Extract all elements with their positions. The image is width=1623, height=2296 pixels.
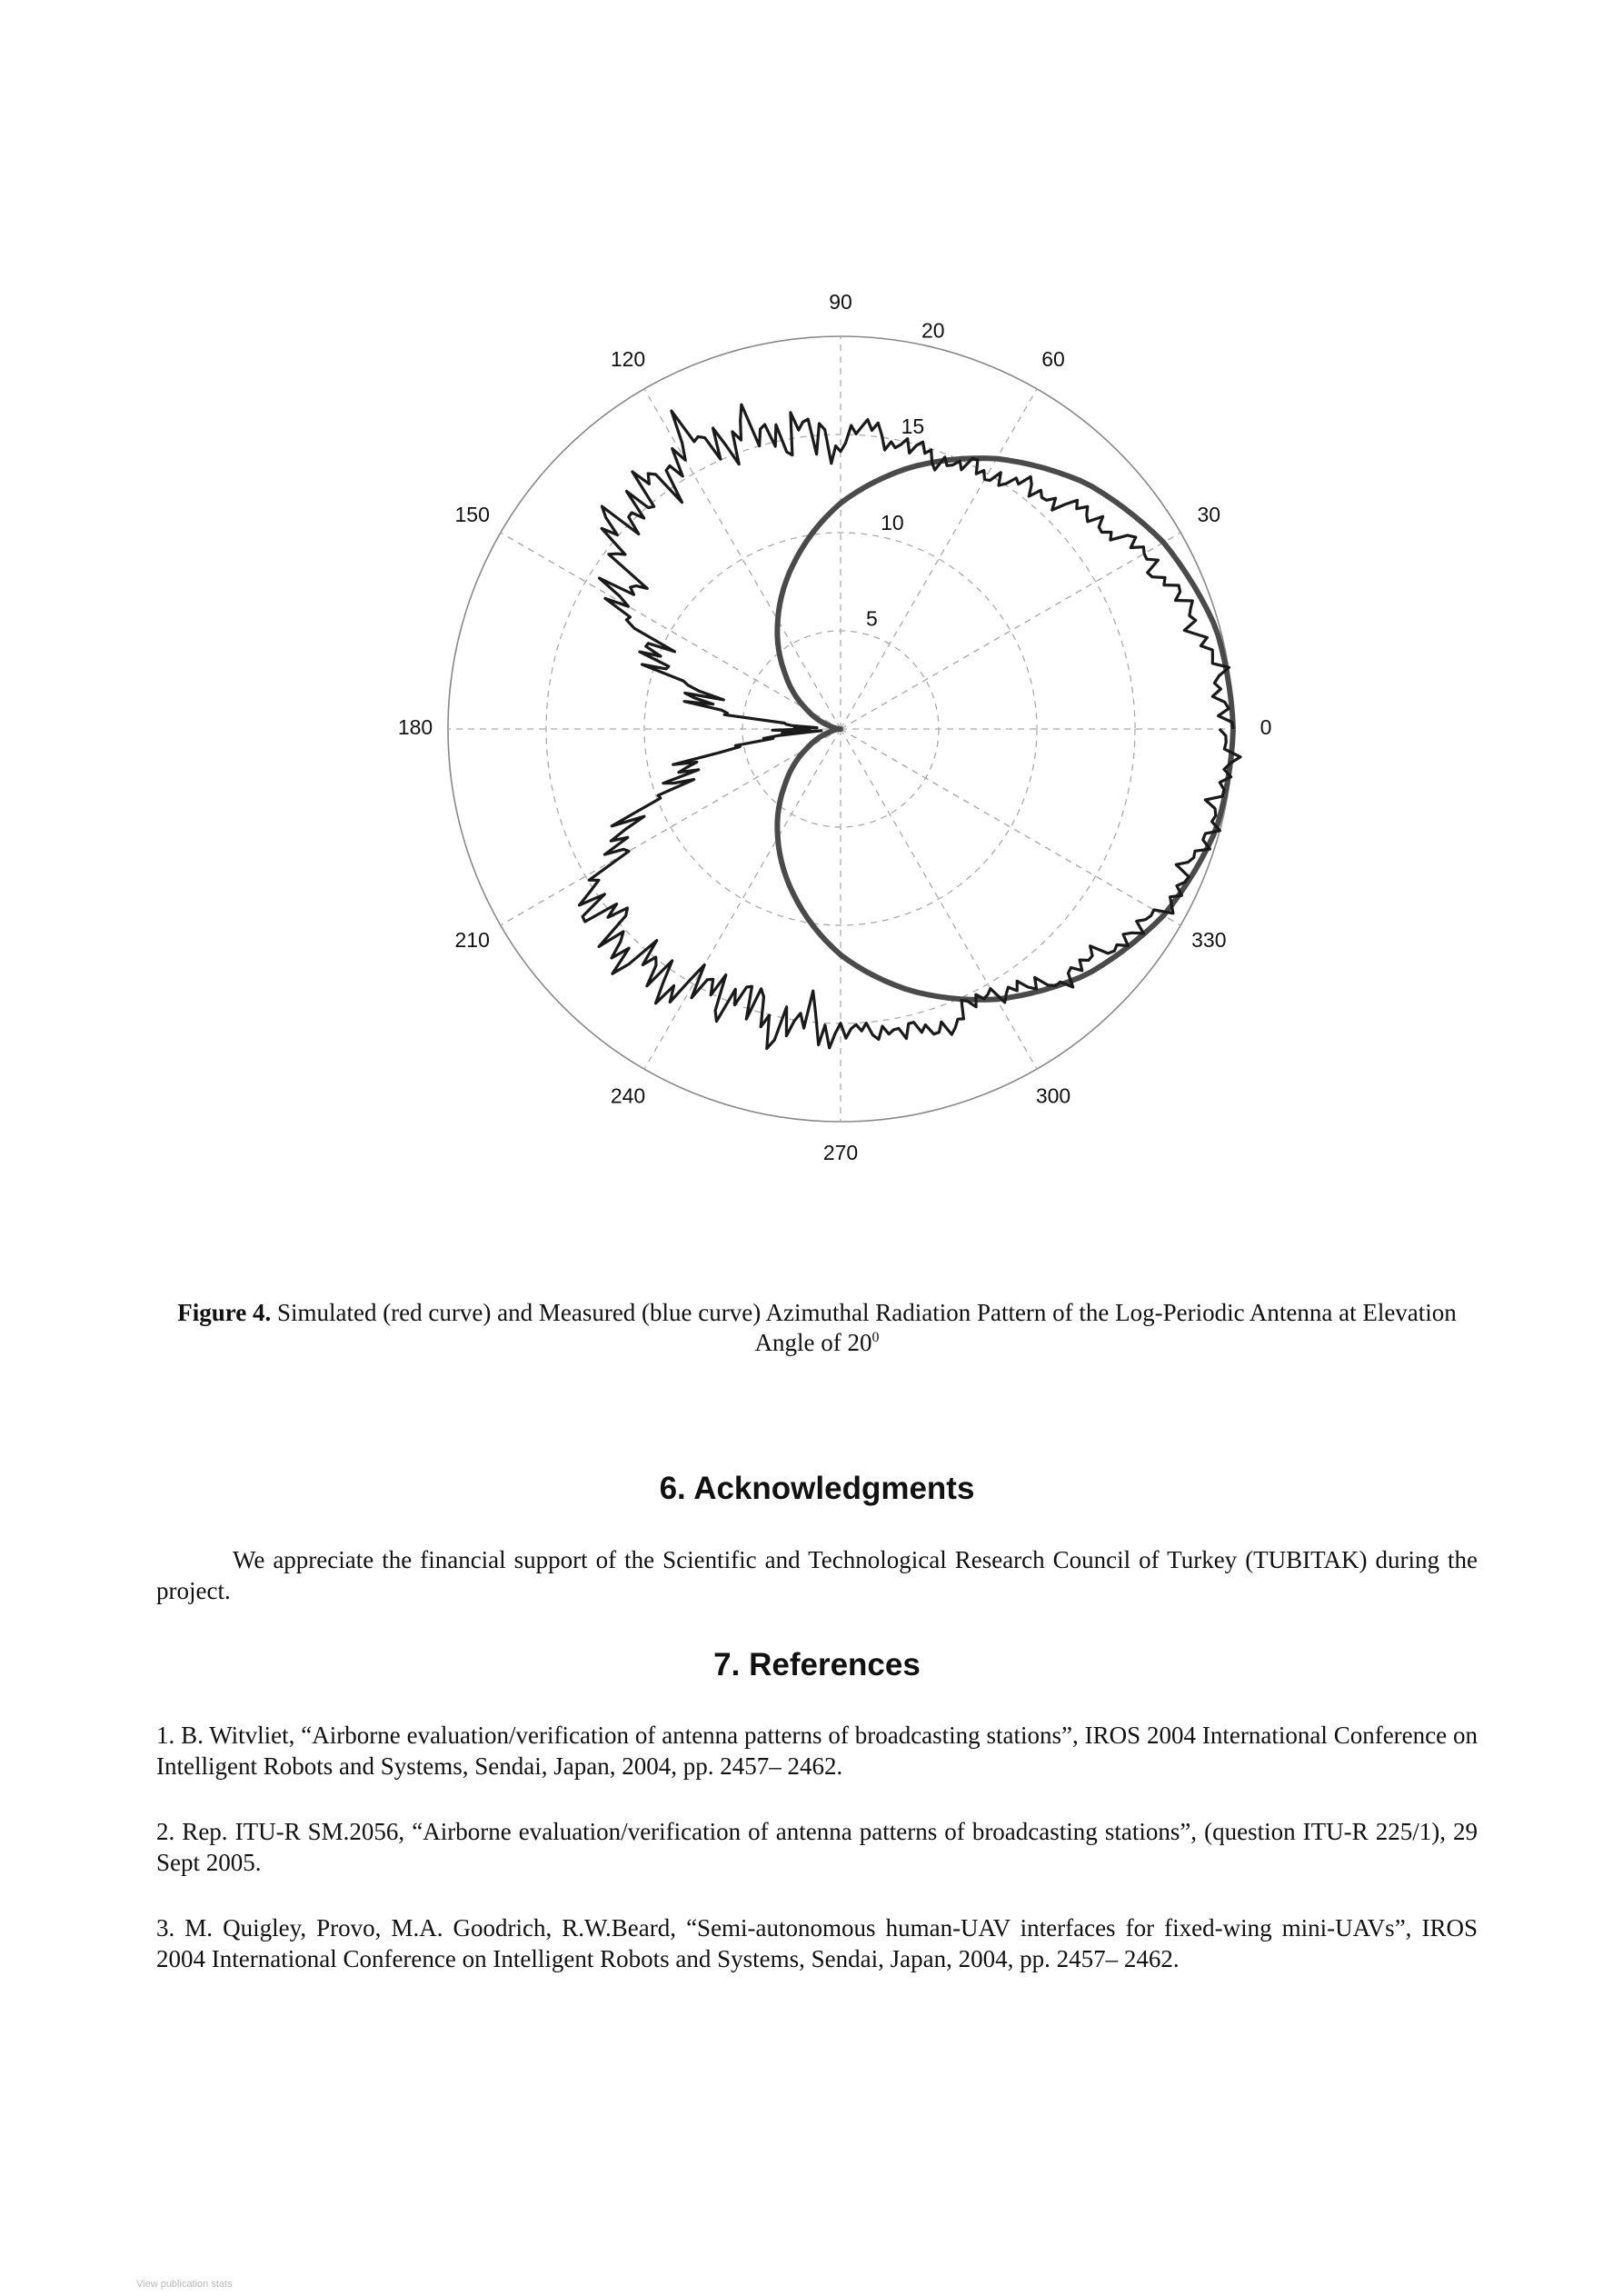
acknowledgments-paragraph: We appreciate the financial support of the Scientific and Technological Research Council of Turkey (TUBITAK) during the project. (156, 1546, 1478, 1604)
figure-caption (156, 1298, 1478, 1358)
references-heading: 7. References (713, 1647, 921, 1682)
angle-tick-label: 150 (454, 503, 490, 527)
acknowledgments-heading: 6. Acknowledgments (659, 1471, 975, 1506)
figure-caption-text: Simulated (red curve) and Measured (blue curve) Azimuthal Radiation Pattern of the Log-Periodic Antenna at Elevation Angle of 20 (276, 1299, 1457, 1356)
radial-tick-label: 5 (866, 606, 878, 631)
reference-item-2: 2. Rep. ITU-R SM.2056, “Airborne evaluation/verification of antenna patterns of broadcasting stations”, (question ITU-R 225/1), 29 Sept 2005. (156, 1818, 1478, 1876)
angle-tick-label: 180 (397, 715, 433, 740)
angle-tick-label: 240 (610, 1083, 646, 1108)
angle-tick-label: 0 (1260, 715, 1272, 740)
measured-series-line (580, 404, 1241, 1048)
degree-superscript: 0 (871, 1330, 880, 1345)
angular-grid-spoke (841, 533, 1180, 729)
angle-tick-label: 270 (822, 1141, 859, 1165)
angle-tick-label: 330 (1191, 928, 1227, 953)
radial-tick-label: 10 (881, 510, 904, 534)
figure-label: Figure 4. (177, 1299, 272, 1326)
reference-item-3: 3. M. Quigley, Provo, M.A. Goodrich, R.W.Beard, “Semi-autonomous human-UAV interfaces for fixed-wing mini-UAVs”, IROS 2004 International Conference on Intelligent Robots and Systems, Sendai, Japan, 2004, pp. 2457– 2462. (156, 1914, 1478, 1972)
angle-tick-label: 90 (829, 290, 852, 314)
angle-tick-label: 120 (610, 346, 646, 371)
angle-tick-label: 30 (1197, 503, 1221, 527)
angular-grid-spoke (501, 533, 841, 729)
angular-grid-spoke (841, 389, 1037, 729)
radial-tick-label: 15 (901, 414, 925, 439)
angle-tick-label: 210 (454, 928, 490, 953)
angle-tick-label: 60 (1041, 346, 1065, 371)
angular-grid-spoke (841, 729, 1180, 925)
publication-stats-link[interactable]: View publication stats (136, 2279, 233, 2290)
angle-tick-label: 300 (1035, 1083, 1071, 1108)
radial-tick-label: 20 (921, 318, 945, 343)
reference-item-1: 1. B. Witvliet, “Airborne evaluation/verification of antenna patterns of broadcasting stations”, IROS 2004 International Conference on Intelligent Robots and Systems, Sendai, Japan, 2004, pp. 2457– 2462. (156, 1722, 1478, 1780)
